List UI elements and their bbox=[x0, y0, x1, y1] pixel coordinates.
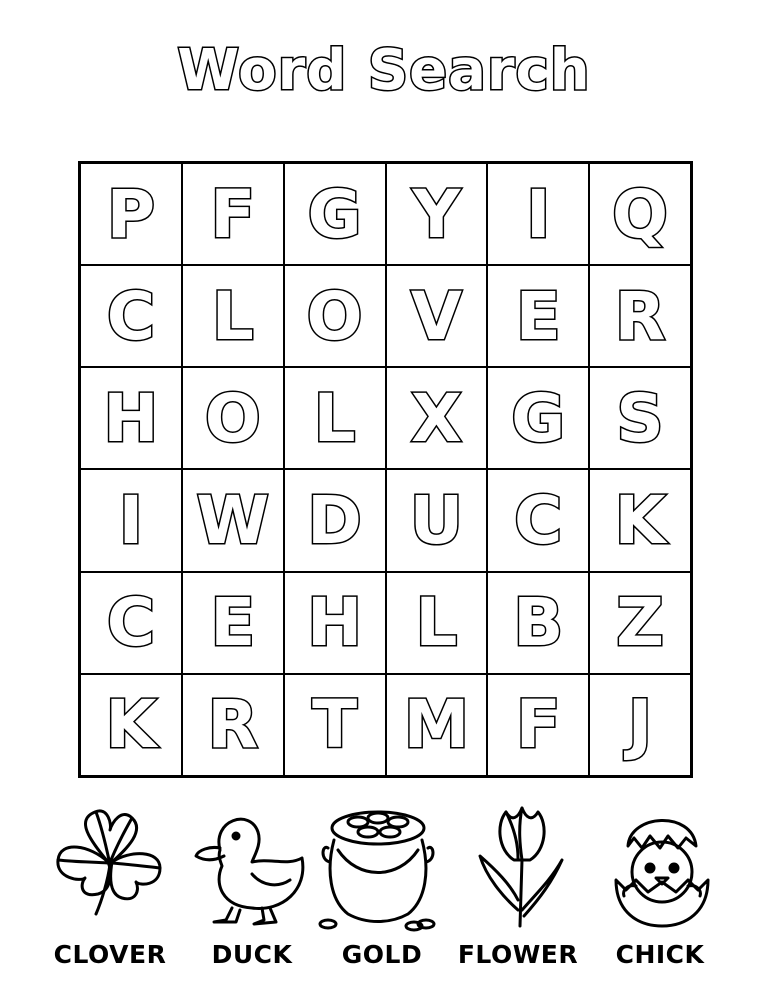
grid-cell[interactable]: K bbox=[589, 469, 691, 571]
clover-icon bbox=[50, 800, 170, 930]
grid-cell[interactable]: K bbox=[80, 674, 182, 776]
grid-cell[interactable]: W bbox=[182, 469, 284, 571]
grid-cell[interactable]: Q bbox=[589, 163, 691, 265]
grid-cell[interactable]: R bbox=[182, 674, 284, 776]
hatching-chick-icon bbox=[602, 800, 722, 930]
pot-of-gold-icon bbox=[318, 800, 438, 930]
grid-cell[interactable]: F bbox=[182, 163, 284, 265]
grid-cell[interactable]: O bbox=[182, 367, 284, 469]
grid-cell[interactable]: G bbox=[487, 367, 589, 469]
word-flower: FLOWER bbox=[457, 940, 579, 969]
grid-cell[interactable]: L bbox=[182, 265, 284, 367]
tulip-icon bbox=[462, 800, 582, 930]
grid-cell[interactable]: E bbox=[487, 265, 589, 367]
grid-cell[interactable]: L bbox=[284, 367, 386, 469]
grid-cell[interactable]: G bbox=[284, 163, 386, 265]
grid-cell[interactable]: Z bbox=[589, 572, 691, 674]
grid-cell[interactable]: J bbox=[589, 674, 691, 776]
grid-cell[interactable]: D bbox=[284, 469, 386, 571]
grid-cell[interactable]: M bbox=[386, 674, 488, 776]
grid-cell[interactable]: H bbox=[80, 367, 182, 469]
word-clover: CLOVER bbox=[53, 940, 167, 969]
grid-cell[interactable]: O bbox=[284, 265, 386, 367]
word-gold: GOLD bbox=[341, 940, 423, 969]
grid-cell[interactable]: B bbox=[487, 572, 589, 674]
word-chick: CHICK bbox=[615, 940, 705, 969]
grid-cell[interactable]: T bbox=[284, 674, 386, 776]
grid-cell[interactable]: L bbox=[386, 572, 488, 674]
grid-cell[interactable]: U bbox=[386, 469, 488, 571]
grid-cell[interactable]: H bbox=[284, 572, 386, 674]
grid-cell[interactable]: Y bbox=[386, 163, 488, 265]
page-title: Word Search bbox=[177, 38, 591, 103]
grid-cell[interactable]: I bbox=[80, 469, 182, 571]
grid-cell[interactable]: C bbox=[80, 572, 182, 674]
grid-cell[interactable]: X bbox=[386, 367, 488, 469]
grid-cell[interactable]: C bbox=[487, 469, 589, 571]
grid-cell[interactable]: R bbox=[589, 265, 691, 367]
grid-cell[interactable]: E bbox=[182, 572, 284, 674]
word-search-grid bbox=[78, 161, 693, 778]
grid-cell[interactable]: C bbox=[80, 265, 182, 367]
word-list bbox=[0, 800, 768, 990]
grid-cell[interactable]: I bbox=[487, 163, 589, 265]
grid-cell[interactable]: V bbox=[386, 265, 488, 367]
grid-cell[interactable]: P bbox=[80, 163, 182, 265]
duck-icon bbox=[192, 800, 312, 930]
word-duck: DUCK bbox=[211, 940, 293, 969]
grid-cell[interactable]: F bbox=[487, 674, 589, 776]
grid-cell[interactable]: S bbox=[589, 367, 691, 469]
